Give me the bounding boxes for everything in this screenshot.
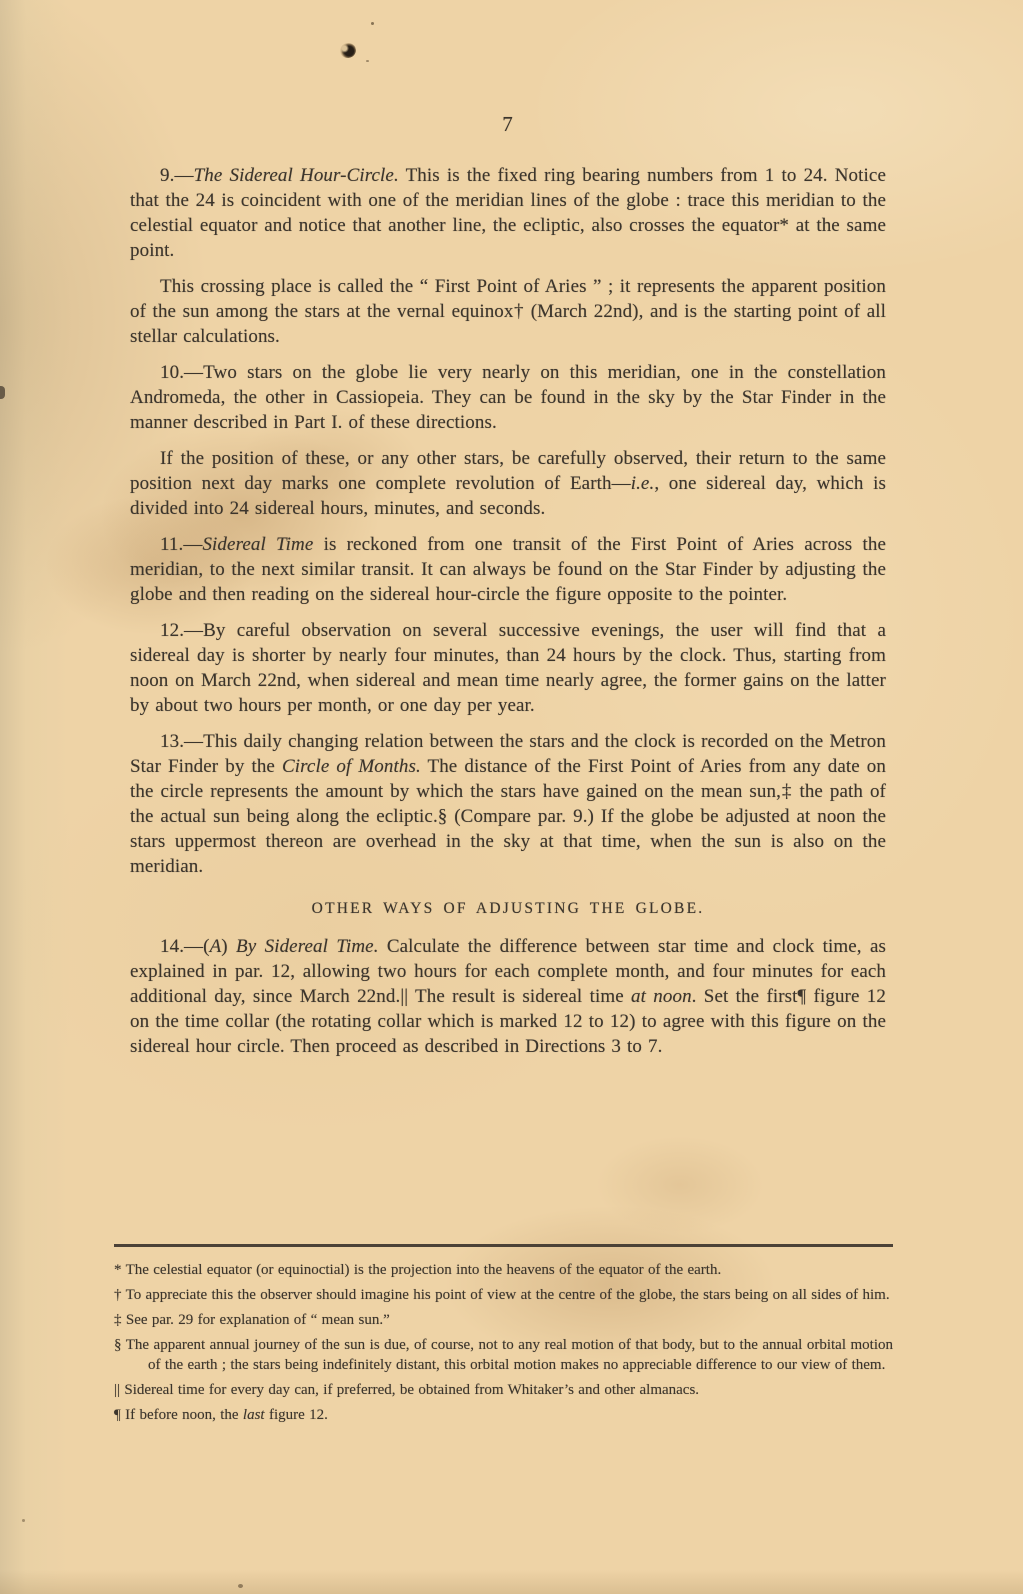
paragraph-12: 12.—By careful observation on several successive evenings, the user will find that a sidereal day is shorter by nearly four minutes, than 24 hours by the clock. Thus, starting from noon on March 22nd, when sidereal and mean time nearly agree, the former gains on the latter by about two hours per month, or one day per year.: [130, 620, 886, 716]
ink-speck: [22, 1519, 25, 1522]
footnotes-block: [114, 1244, 893, 1430]
ink-speck: [366, 60, 369, 62]
page-number: 7: [502, 112, 514, 136]
footnote-pilcrow: ¶ If before noon, the last figure 12.: [114, 1407, 328, 1423]
ink-speck: [238, 1584, 243, 1588]
ink-blot: [338, 41, 357, 60]
paragraph-9: 9.—The Sidereal Hour-Circle. This is the fixed ring bearing numbers from 1 to 24. Notice that the 24 is coincident with one of the meridian lines of the globe : trace this meridian to the celestial equator and notice that another line, the ecliptic, also crosses the equator* at the same point.: [130, 165, 886, 261]
footnote-dagger: † To appreciate this the observer should imagine his point of view at the centre of the globe, the stars being on all sides of him.: [114, 1287, 890, 1303]
section-heading: OTHER WAYS OF ADJUSTING THE GLOBE.: [311, 900, 705, 917]
paragraph-11: 11.—Sidereal Time is reckoned from one transit of the First Point of Aries across the meridian, to the next similar transit. It can always be found on the Star Finder by adjusting the globe and then reading on the sidereal hour-circle the figure opposite to the pointer.: [130, 534, 886, 605]
footnote-double-dagger: ‡ See par. 29 for explanation of “ mean sun.”: [114, 1312, 390, 1328]
footnote-rule: [114, 1244, 893, 1247]
footnote-asterisk: * The celestial equator (or equinoctial) is the projection into the heavens of the equator of the earth.: [114, 1262, 722, 1278]
page-edge-mark: [0, 386, 5, 399]
paragraph-10-continued: If the position of these, or any other stars, be carefully observed, their return to the same position next day marks one complete revolution of Earth—i.e., one sidereal day, which is divided into 24 sidereal hours, minutes, and seconds.: [130, 448, 886, 519]
paragraph-13: 13.—This daily changing relation between the stars and the clock is recorded on the Metron Star Finder by the Circle of Months. The distance of the First Point of Aries from any date on the circle represents the amount by which the stars have gained on the mean sun,‡ the path of the actual sun being along the ecliptic.§ (Compare par. 9.) If the globe be adjusted at noon the stars uppermost thereon are overhead in the sky at that time, when the sun is also on the meridian.: [130, 731, 886, 877]
footnote-parallel: || Sidereal time for every day can, if preferred, be obtained from Whitaker’s and other almanacs.: [114, 1382, 700, 1398]
paragraph-9-continued: This crossing place is called the “ First Point of Aries ” ; it represents the apparent position of the sun among the stars at the vernal equinox† (March 22nd), and is the starting point of all stellar calculations.: [130, 276, 886, 347]
ink-speck: [371, 22, 374, 25]
paragraph-10: 10.—Two stars on the globe lie very nearly on this meridian, one in the constellation Andromeda, the other in Cassiopeia. They can be found in the sky by the Star Finder in the manner described in Part I. of these directions.: [130, 362, 886, 433]
paragraph-14: 14.—(A) By Sidereal Time. Calculate the difference between star time and clock time, as explained in par. 12, allowing two hours for each complete month, and four minutes for each additional day, since March 22nd.|| The result is sidereal time at noon. Set the first¶ figure 12 on the time collar (the rotating collar which is marked 12 to 12) to agree with this figure on the sidereal hour circle. Then proceed as described in Directions 3 to 7.: [130, 936, 886, 1057]
body-text: [130, 163, 886, 1070]
footnote-section: § The apparent annual journey of the sun is due, of course, not to any real motion of that body, but to the annual orbital motion of the earth ; the stars being indefinitely distant, this orbital motion makes no appreciable difference to our view of them.: [114, 1337, 893, 1373]
